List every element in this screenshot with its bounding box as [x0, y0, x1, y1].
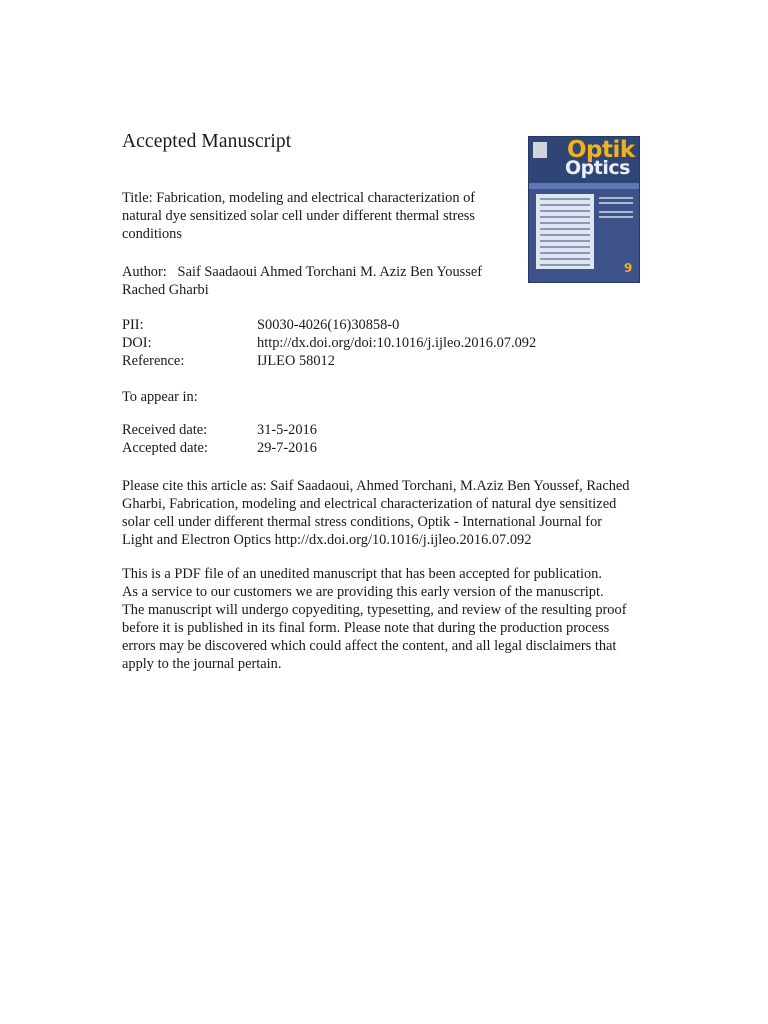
citation-line: Light and Electron Optics http://dx.doi.org/10.1016/j.ijleo.2016.07.092	[122, 532, 532, 548]
notice-paragraph	[122, 565, 637, 673]
notice-line: This is a PDF file of an unedited manuscript that has been accepted for publication.	[122, 566, 602, 582]
pii-label: PII:	[122, 317, 144, 333]
cover-issue-number: 9	[624, 261, 633, 275]
accepted-row	[122, 439, 317, 457]
citation-line: Please cite this article as: Saif Saadaoui, Ahmed Torchani, M.Aziz Ben Youssef, Rached	[122, 478, 630, 494]
page-heading: Accepted Manuscript	[122, 131, 292, 152]
notice-line: errors may be discovered which could affect the content, and all legal disclaimers that	[122, 638, 617, 654]
notice-line: before it is published in its final form. Please note that during the production process	[122, 620, 610, 636]
cover-text-line	[599, 216, 633, 218]
article-title	[122, 189, 507, 243]
doi-label: DOI:	[122, 335, 152, 351]
doi-row	[122, 334, 536, 352]
received-label: Received date:	[122, 422, 208, 438]
accepted-label: Accepted date:	[122, 440, 208, 456]
accepted-value: 29-7-2016	[257, 440, 317, 456]
reference-value: IJLEO 58012	[257, 353, 335, 369]
pii-value: S0030-4026(16)30858-0	[257, 317, 400, 333]
pii-row	[122, 316, 399, 334]
title-line: natural dye sensitized solar cell under different thermal stress	[122, 208, 475, 224]
citation-line: solar cell under different thermal stress conditions, Optik - International Journal for	[122, 514, 603, 530]
author-line: Author: Saif Saadaoui Ahmed Torchani M. Aziz Ben Youssef	[122, 264, 483, 280]
cover-subtitle-strip	[529, 183, 639, 189]
reference-row	[122, 352, 335, 370]
received-row	[122, 421, 317, 439]
cover-highlights-panel	[536, 194, 594, 269]
citation-paragraph	[122, 477, 637, 549]
citation-line: Gharbi, Fabrication, modeling and electrical characterization of natural dye sensitized	[122, 496, 617, 512]
reference-label: Reference:	[122, 353, 185, 369]
received-value: 31-5-2016	[257, 422, 317, 438]
notice-line: The manuscript will undergo copyediting, typesetting, and review of the resulting proof	[122, 602, 627, 618]
title-line: Title: Fabrication, modeling and electrical characterization of	[122, 190, 476, 206]
cover-title-optics: Optics	[565, 157, 630, 179]
appear-in: To appear in:	[122, 389, 198, 405]
notice-line: As a service to our customers we are providing this early version of the manuscript.	[122, 584, 604, 600]
cover-text-line	[599, 211, 633, 213]
cover-title-optik: Optik	[567, 137, 635, 163]
publisher-logo-icon	[533, 142, 547, 158]
cover-text-line	[599, 197, 633, 199]
journal-cover-image	[528, 136, 640, 283]
notice-line: apply to the journal pertain.	[122, 656, 282, 672]
cover-text-line	[599, 202, 633, 204]
author-line: Rached Gharbi	[122, 282, 209, 298]
title-line: conditions	[122, 226, 182, 242]
article-authors	[122, 263, 507, 299]
doi-value[interactable]: http://dx.doi.org/doi:10.1016/j.ijleo.2016.07.092	[257, 335, 537, 351]
